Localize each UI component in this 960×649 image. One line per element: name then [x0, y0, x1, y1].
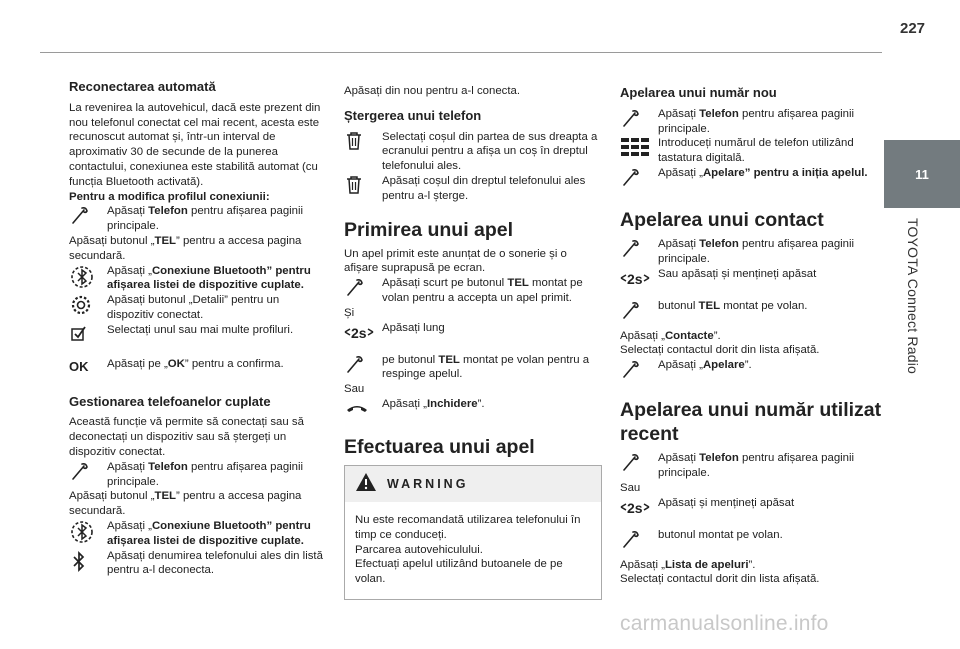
manage-paragraph: Această funcție vă permite să conectați sau să deconectați un dispozitiv sau să ștergeți un dispozitiv conectat. [69, 416, 304, 458]
text: Apăsați butonul „Detalii” pentru un dispozitiv conectat. [107, 294, 280, 321]
text: ” pentru a accesa pagina secundară. [69, 234, 302, 262]
long-press-icon [344, 321, 382, 343]
text: Apăsați lung [382, 321, 445, 334]
step-tel [69, 489, 323, 519]
text: ”. [748, 558, 756, 571]
step-keypad [620, 136, 882, 166]
text-bold: Contacte [664, 329, 714, 342]
touch-icon [344, 353, 382, 375]
column-right [620, 80, 882, 587]
heading-delete: Ștergerea unui telefon [344, 107, 482, 123]
step-details [69, 293, 323, 323]
text: Apăsați [658, 107, 700, 120]
text: pentru afișarea paginii principale. [658, 452, 855, 479]
touch-icon [620, 528, 658, 550]
heading-recent: Apelarea unui număr utilizat recent [620, 399, 882, 446]
heading-receive: Primirea unui apel [344, 218, 514, 241]
touch-icon [620, 299, 658, 321]
keypad-icon [620, 136, 658, 158]
text-bold: Apelare [702, 359, 745, 372]
trash-icon [344, 174, 382, 196]
text: pe butonul [382, 353, 439, 366]
text: Apăsați și mențineți apăsat [658, 496, 795, 509]
warning-header [345, 466, 601, 502]
chapter-tab [884, 140, 960, 208]
step-long-press [344, 321, 602, 343]
text-bold: Lista de apeluri [664, 558, 749, 571]
text-bold: OK [167, 357, 185, 370]
step-long-press [620, 267, 882, 289]
text: Apăsați „ [620, 558, 665, 571]
touch-icon [620, 166, 658, 188]
profile-heading: Pentru a modifica profilul conexiunii: [69, 190, 270, 203]
select-contact: Selectați contactul dorit din lista afișată. [620, 573, 820, 586]
text: Apăsați „ [382, 397, 427, 410]
step-ok [69, 357, 323, 375]
svg-text:2s: 2s [627, 499, 643, 516]
long-press-icon [620, 267, 658, 289]
text: Apăsați [658, 452, 700, 465]
text: ”. [744, 359, 752, 372]
text-bold: Telefon [699, 452, 739, 465]
text: Apăsați butonul „ [69, 234, 155, 247]
step-accept [344, 276, 602, 306]
text-bold: TEL [507, 277, 529, 290]
text-bold: TEL [698, 299, 721, 312]
warning-icon [355, 472, 377, 497]
or-word: Sau [344, 383, 365, 396]
text-bold: Apelare” pentru a iniția apelul. [702, 166, 868, 179]
step-trash [344, 130, 602, 174]
step-bluetooth [69, 519, 323, 549]
watermark: carmanualsonline.info [620, 612, 829, 635]
text: Apăsați butonul „ [69, 490, 155, 503]
step-trash-confirm [344, 174, 602, 204]
step-telefon [69, 460, 323, 490]
text-bold: TEL [154, 234, 177, 247]
text: Selectați coșul din partea de sus dreapta a ecranului pentru a afișa un coș în dreptul telefonului ales. [382, 130, 598, 173]
hang-up-icon [344, 397, 382, 417]
chapter-number: 11 [915, 166, 929, 182]
text-bold: Conexiune Bluetooth” pentru afișarea listei de dispozitive cuplate. [107, 264, 311, 292]
text: butonul [658, 299, 699, 312]
touch-icon [620, 451, 658, 473]
step-bluetooth [69, 264, 323, 294]
text: Introduceți numărul de telefon utilizând tastatura digitală. [658, 137, 854, 165]
step-hangup [344, 397, 602, 417]
text: ” pentru a confirma. [184, 357, 284, 370]
step-telefon [69, 204, 323, 234]
and-word: Și [344, 306, 355, 319]
text: Apăsați [107, 460, 149, 473]
touch-icon [620, 107, 658, 129]
page-number: 227 [900, 20, 926, 37]
step-apelare [620, 358, 882, 380]
text-bold: Telefon [699, 107, 739, 120]
text: butonul montat pe volan. [658, 528, 783, 541]
warning-text: Nu este recomandată utilizarea telefonului în timp ce conduceți. Parcarea autovehiculului. Efectuați apelul utilizând butoanele de pe volan. [355, 513, 581, 586]
svg-text:2s: 2s [351, 324, 367, 341]
select-contact: Selectați contactul dorit din lista afișată. [620, 344, 820, 357]
text: ”. [477, 397, 485, 410]
text-bold: Inchidere [426, 397, 478, 410]
text: Sau apăsați și mențineți apăsat [658, 267, 817, 280]
bluetooth-icon [69, 549, 107, 575]
bluetooth-settings-icon [69, 519, 107, 545]
text: Apăsați [658, 237, 700, 250]
text: Apăsați „ [107, 519, 152, 532]
touch-icon [69, 460, 107, 482]
touch-icon [344, 276, 382, 298]
text: Apăsați „ [107, 264, 152, 277]
text: Apăsați coșul din dreptul telefonului ales pentru a-l șterge. [382, 174, 586, 202]
column-middle [344, 80, 602, 600]
warning-box [344, 465, 602, 600]
step-tel-button [620, 299, 882, 321]
heading-reconnect: Reconectarea automată [69, 79, 216, 94]
step-wheel-button [620, 528, 882, 550]
trash-icon [344, 130, 382, 152]
text: montat pe volan. [720, 299, 808, 312]
gear-icon [69, 293, 107, 317]
text-bold: TEL [438, 353, 460, 366]
ok-label: OK [69, 358, 89, 374]
heading-manage: Gestionarea telefoanelor cuplate [69, 393, 271, 409]
step-call-list [620, 558, 882, 573]
text: pentru afișarea paginii principale. [107, 460, 304, 488]
text: Apăsați [107, 205, 149, 218]
text: Apăsați denumirea telefonului ales din listă pentru a-l deconecta. [107, 549, 323, 577]
heading-make-call: Efectuarea unui apel [344, 435, 535, 458]
step-profiles [69, 323, 323, 343]
step-telefon [620, 451, 882, 481]
step-long-press [620, 496, 882, 518]
svg-text:2s: 2s [627, 270, 643, 287]
step-telefon [620, 107, 882, 137]
touch-icon [620, 237, 658, 259]
heading-new-number: Apelarea unui număr nou [620, 85, 777, 100]
warning-title: WARNING [387, 476, 469, 491]
text: pentru afișarea paginii principale. [658, 107, 855, 135]
text: Apăsați pe „ [107, 357, 168, 370]
long-press-icon [620, 496, 658, 518]
text: montat pe volan pentru a accepta un apel primit. [382, 277, 583, 304]
checkbox-icon [69, 323, 107, 343]
touch-icon [620, 358, 658, 380]
step-contacte [620, 329, 882, 344]
step-reject [344, 353, 602, 383]
column-left [69, 80, 323, 578]
text: ”. [713, 329, 721, 342]
text: ” pentru a accesa pagina secundară. [69, 490, 302, 518]
text: Apăsați „ [658, 359, 703, 372]
step-tel [69, 234, 323, 264]
step-disconnect [69, 549, 323, 579]
text-bold: Telefon [148, 205, 188, 218]
text: montat pe volan pentru a respinge apelul. [382, 353, 590, 381]
text: Apăsați „ [620, 329, 665, 342]
text-bold: Telefon [148, 460, 188, 473]
bluetooth-settings-icon [69, 264, 107, 290]
text: Apăsați „ [658, 166, 703, 179]
heading-contact: Apelarea unui contact [620, 208, 824, 231]
text-bold: TEL [154, 490, 177, 503]
text: Apăsați scurt pe butonul [382, 277, 508, 290]
reconnect-line: Apăsați din nou pentru a-l conecta. [344, 85, 521, 97]
chapter-title: TOYOTA Connect Radio [905, 218, 921, 374]
text-bold: Telefon [699, 237, 739, 250]
receive-paragraph: Un apel primit este anunțat de o sonerie și o afișare suprapusă pe ecran. [344, 247, 567, 275]
text: pentru afișarea paginii principale. [658, 237, 855, 265]
header-divider [40, 52, 882, 53]
text: pentru afișarea paginii principale. [107, 205, 304, 233]
text: Selectați unul sau mai multe profiluri. [107, 323, 294, 336]
reconnect-paragraph: La revenirea la autovehicul, dacă este prezent din nou telefonul conectat cel mai recent, acesta este recunoscut automat și, într-un interval de aproximativ 30 de secunde de la punerea contactului, conexiunea este stabilită automat (cu funcția Bluetooth activată). [69, 101, 321, 188]
step-telefon [620, 237, 882, 267]
text-bold: Conexiune Bluetooth” pentru afișarea listei de dispozitive cuplate. [107, 519, 311, 547]
step-dial [620, 166, 882, 188]
touch-icon [69, 204, 107, 226]
or-word: Sau [620, 481, 641, 494]
